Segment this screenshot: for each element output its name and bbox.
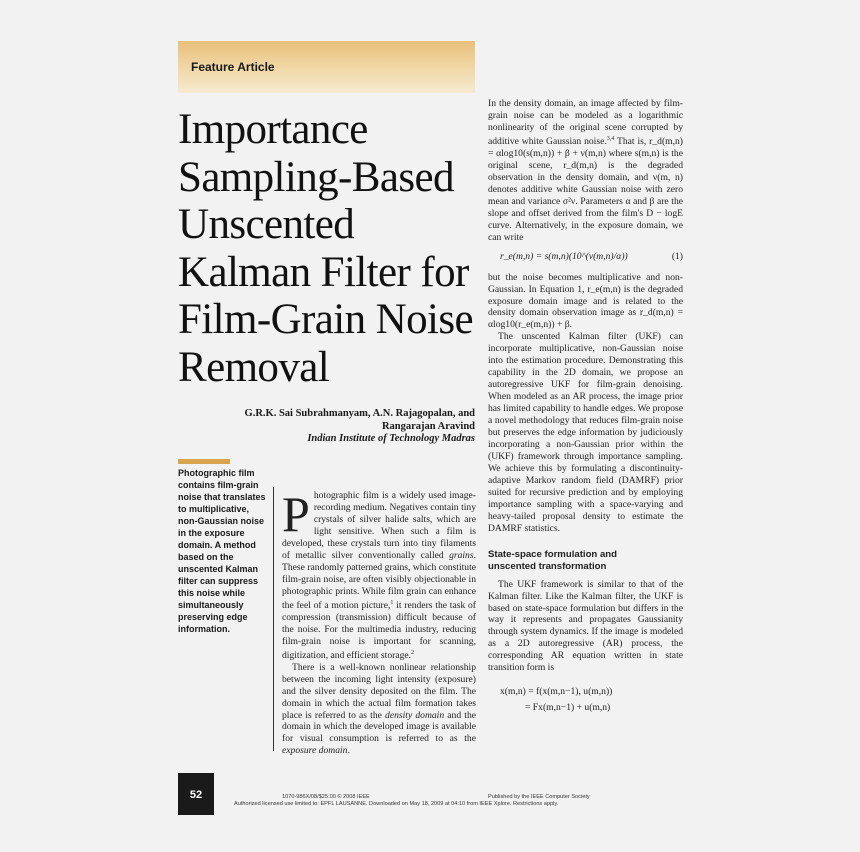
section-heading-line: unscented transformation — [488, 560, 607, 572]
text: . These randomly patterned grains, which constitute film-grain noise, are often visibly objectionable in photographic prints. While film grain can enhance the feel of a motion picture, — [282, 549, 476, 611]
equation-2 — [488, 684, 683, 718]
title-line: Sampling-Based — [178, 153, 454, 201]
text: hotographic film is a widely used image-recording medium. Negatives contain tiny crystals of silver halide salts, which are light sensitive. When such a film is developed, these crystals turn into tiny filaments of metallic silver conventionally called — [282, 490, 476, 561]
title-line: Kalman Filter for — [178, 248, 469, 296]
paragraph: The UKF framework is similar to that of the Kalman filter. Like the Kalman filter, the UKF is based on state-space formulation but differs in the way it represents and propagates Gaussianity through system dynamics. If the image is modeled as a 2D autoregressive (AR) process, the corresponding AR equation written in state transition form is — [488, 578, 683, 674]
citation-ref: 3,4 — [606, 135, 615, 142]
page-number: 52 — [178, 773, 214, 815]
paragraph: but the noise becomes multiplicative and non-Gaussian. In Equation 1, r_e(m,n) is the degraded exposure domain image and is related to the density domain observation image as r_d(m,n) = αlog10(r_e(m,n)) + β. — [488, 271, 683, 331]
author-affiliation: Indian Institute of Technology Madras — [307, 433, 475, 444]
citation-ref: 2 — [411, 649, 415, 656]
title-line: Removal — [178, 343, 330, 391]
citation-ref: 1 — [390, 599, 394, 606]
section-heading-line: State-space formulation and — [488, 548, 618, 560]
emphasis: exposure domain — [282, 745, 348, 757]
section-heading — [488, 549, 683, 573]
text: In the density domain, an image affected by film-grain noise can be modeled as a logarithmic nonlinearity of the original scene corrupted by additive white Gaussian noise. — [488, 98, 683, 148]
title-line: Unscented — [178, 201, 355, 248]
equation-body: r_e(m,n) = s(m,n)(10^(ν(m,n)/α)) — [500, 250, 628, 262]
author-names: Rangarajan Aravind — [381, 420, 475, 432]
text: and the domain in which the developed image is available for visual consumption is referred to as the — [282, 709, 476, 745]
text: . — [347, 745, 350, 757]
footer-license: Authorized licensed use limited to: EPFL LAUSANNE. Downloaded on May 18, 2009 at 04:10 from IEEE Xplore. Restrictions apply. — [234, 801, 559, 807]
author-block — [188, 408, 475, 446]
paragraph — [282, 662, 476, 758]
footer-publisher: Published by the IEEE Computer Society — [488, 794, 590, 800]
equation-1 — [488, 244, 683, 272]
equation-number: (1) — [671, 250, 683, 262]
drop-cap: P — [282, 486, 310, 542]
text: There is a well-known nonlinear relationship between the incoming light intensity (exposure) and the silver density deposited on the film. The domain in which the actual film formation takes place is referred to as the — [282, 661, 476, 721]
section-label: Feature Article — [191, 60, 275, 74]
paragraph — [488, 98, 683, 244]
pull-quote-accent-bar — [178, 459, 230, 464]
paragraph: The unscented Kalman filter (UKF) can incorporate multiplicative, non-Gaussian noise into the estimation procedure. Demonstrating this capability in the 2D domain, we propose an autoregressive UKF for film-grain denoising. When modeled as an AR process, the image prior has limited capability to handle edges. We propose a novel methodology that reduces film-grain noise but preserves the edge information by judiciously incorporating a non-Gaussian prior within the (UKF) framework through importance sampling. We achieve this by formulating a discontinuity-adaptive Markov random field (DAMRF) prior suited for recursive prediction and by employing importance sampling with a space-varying and heavy-tailed proposal density to estimate the DAMRF statistics. — [488, 331, 683, 534]
emphasis: density domain — [385, 709, 445, 721]
section-banner — [178, 41, 475, 93]
paragraph — [282, 486, 476, 662]
emphasis: grains — [449, 549, 474, 561]
equation-line: = Fx(m,n−1) + u(m,n) — [525, 702, 611, 714]
title-line: Importance — [178, 106, 368, 153]
text: That is, r_d(m,n) = αlog10(s(m,n)) + β + ν(m,n) where s(m,n) is the original scene, r_d(m,n) is the degraded observation in the density domain, and ν(m, n) denotes additive white Gaussian noise with zero mean and variance σ²ν. Parameters α and β are the slope and offset derived from the film's D − logE curve. Alternatively, in the exposure domain, we can write — [488, 136, 683, 243]
author-names: G.R.K. Sai Subrahmanyam, A.N. Rajagopalan, and — [244, 408, 475, 419]
pull-quote: Photographic film contains film-grain noise that translates to multiplicative, non-Gaussian noise in the exposure domain. A method based on the unscented Kalman filter can suppress this noise while simultaneously preserving edge information. — [178, 468, 266, 634]
article-title — [178, 106, 478, 391]
footer-issn: 1070-986X/08/$25.00 © 2008 IEEE — [282, 794, 370, 800]
body-column-2 — [488, 98, 683, 718]
text: it renders the task of compression (transmission) difficult because of the noise. For the multimedia industry, reducing film-grain noise is important for scanning, digitization, and efficient storage. — [282, 599, 476, 661]
equation-line: x(m,n) = f(x(m,n−1), u(m,n)) — [500, 686, 613, 698]
title-line: Film-Grain Noise — [178, 296, 473, 343]
body-column-1 — [282, 486, 476, 757]
column-divider — [273, 487, 274, 751]
